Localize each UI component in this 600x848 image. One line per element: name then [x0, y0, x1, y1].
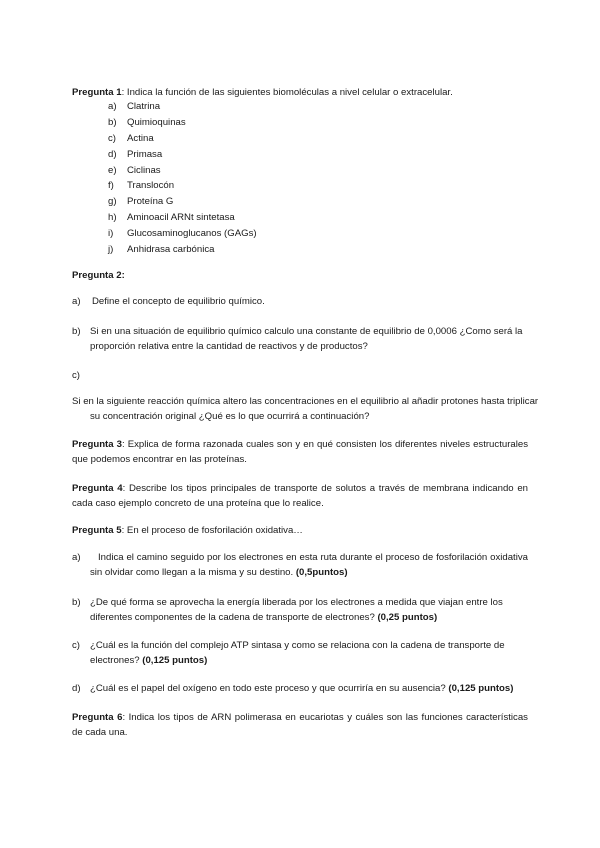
- list-item: g) Proteína G: [108, 196, 174, 208]
- question-6-label: Pregunta 6: [72, 712, 123, 723]
- question-2: Pregunta 2:: [72, 270, 125, 281]
- question-4: Pregunta 4: Describe los tipos principales de transporte de solutos a través de membrana indicando en cada caso ejemplo concreto de una proteína que lo realice.: [72, 483, 528, 509]
- question-5-label: Pregunta 5: [72, 525, 122, 536]
- question-2-item-c-text: Si en la siguiente reacción química altero las concentraciones en el equilibrio al añadir protones hasta triplicar su concentración original ¿Qué es lo que ocurrirá a continuación?: [72, 396, 539, 422]
- list-item: e) Ciclinas: [108, 164, 161, 176]
- question-5: Pregunta 5: En el proceso de fosforilación oxidativa…: [72, 525, 303, 536]
- question-5-item-c: c) ¿Cuál es la función del complejo ATP sintasa y como se relaciona con la cadena de transporte de electrones? (0,125 puntos): [72, 640, 505, 666]
- list-item: i) Glucosaminoglucanos (GAGs): [108, 228, 257, 240]
- question-5-item-d: d) ¿Cuál es el papel del oxígeno en todo este proceso y que ocurriría en su ausencia? (0,125 puntos): [72, 683, 514, 694]
- question-5-item-b: b) ¿De qué forma se aprovecha la energía liberada por los electrones a medida que viajan entre los diferentes componentes de la cadena de transporte de electrones? (0,25 puntos): [72, 597, 503, 623]
- question-6: Pregunta 6: Indica los tipos de ARN polimerasa en eucariotas y cuáles son las funciones características de cada una.: [72, 712, 528, 738]
- exam-page: Pregunta 1: Indica la función de las siguientes biomoléculas a nivel celular o extracelular. a) Clatrina b) Quimioquinas c) Actina d) Primasa e) Ciclinas f) Translocón g) Proteína G h) Aminoacil ARNt sintetasa i) Glucosaminoglucanos (GAGs) j) Anhidrasa carbónica Pregunta 2: a) Define el concepto de equilibrio químico. b) Si en una situación de equilibrio químico calculo una constante de equilibrio de 0,0006 ¿Como será la proporción relativa entre la cantidad de reactivos y de productos? c) Si en la siguiente reacción química altero las concentraciones en el equilibrio al añadir protones hasta triplicar su concentración original ¿Qué es lo que ocurrirá a continuación? Pregunta 3: Explica de forma razonada cuales son y en qué consisten los diferentes niveles estructurales que podemos encontrar en las proteínas. Pregunta 4: Describe los tipos principales de transporte de solutos a través de membrana indicando en cada caso ejemplo concreto de una proteína que lo realice. Pregunta 5: En el proceso de fosforilación oxidativa… a) Indica el camino seguido por los electrones en esta ruta durante el proceso de fosforilación oxidativa sin olvidar como llegan a la misma y su destino. (0,5puntos) b) ¿De qué forma se aprovecha la energía liberada por los electrones a medida que viajan entre los diferentes componentes de la cadena de transporte de electrones? (0,25 puntos) c) ¿Cuál es la función del complejo ATP sintasa y como se relaciona con la cadena de transporte de electrones? (0,125 puntos) d) ¿Cuál es el papel del oxígeno en todo este proceso y que ocurriría en su ausencia? (0,125 puntos) Pregunta 6: Indica los tipos de ARN polimerasa en eucariotas y cuáles son las funciones características de cada una.: [0, 0, 600, 848]
- question-1: [72, 85, 528, 100]
- list-item: h) Aminoacil ARNt sintetasa: [108, 212, 235, 224]
- question-1-label: Pregunta 1: [72, 87, 122, 98]
- question-2-label: Pregunta 2: [72, 270, 122, 281]
- list-item: j) Anhidrasa carbónica: [108, 244, 215, 256]
- question-2-item-a: a) Define el concepto de equilibrio químico.: [72, 296, 265, 307]
- list-item: f) Translocón: [108, 180, 175, 192]
- question-4-label: Pregunta 4: [72, 483, 123, 494]
- question-1-text: : Indica la función de las siguientes biomoléculas a nivel celular o extracelular.: [121, 87, 453, 98]
- question-3: Pregunta 3: Explica de forma razonada cuales son y en qué consisten los diferentes niveles estructurales que podemos encontrar en las proteínas.: [72, 439, 528, 465]
- question-2-item-b: b) Si en una situación de equilibrio químico calculo una constante de equilibrio de 0,0006 ¿Como será la proporción relativa entre la cantidad de reactivos y de productos?: [72, 326, 523, 352]
- question-3-label: Pregunta 3: [72, 439, 122, 450]
- list-item: d) Primasa: [108, 148, 163, 160]
- list-item: b) Quimioquinas: [108, 116, 186, 128]
- list-item: a) Clatrina: [108, 101, 161, 112]
- question-5-item-a: a) Indica el camino seguido por los electrones en esta ruta durante el proceso de fosforilación oxidativa sin olvidar como llegan a la misma y su destino. (0,5puntos): [72, 552, 528, 578]
- list-item: c) Actina: [108, 132, 154, 144]
- question-1-list: [108, 99, 257, 258]
